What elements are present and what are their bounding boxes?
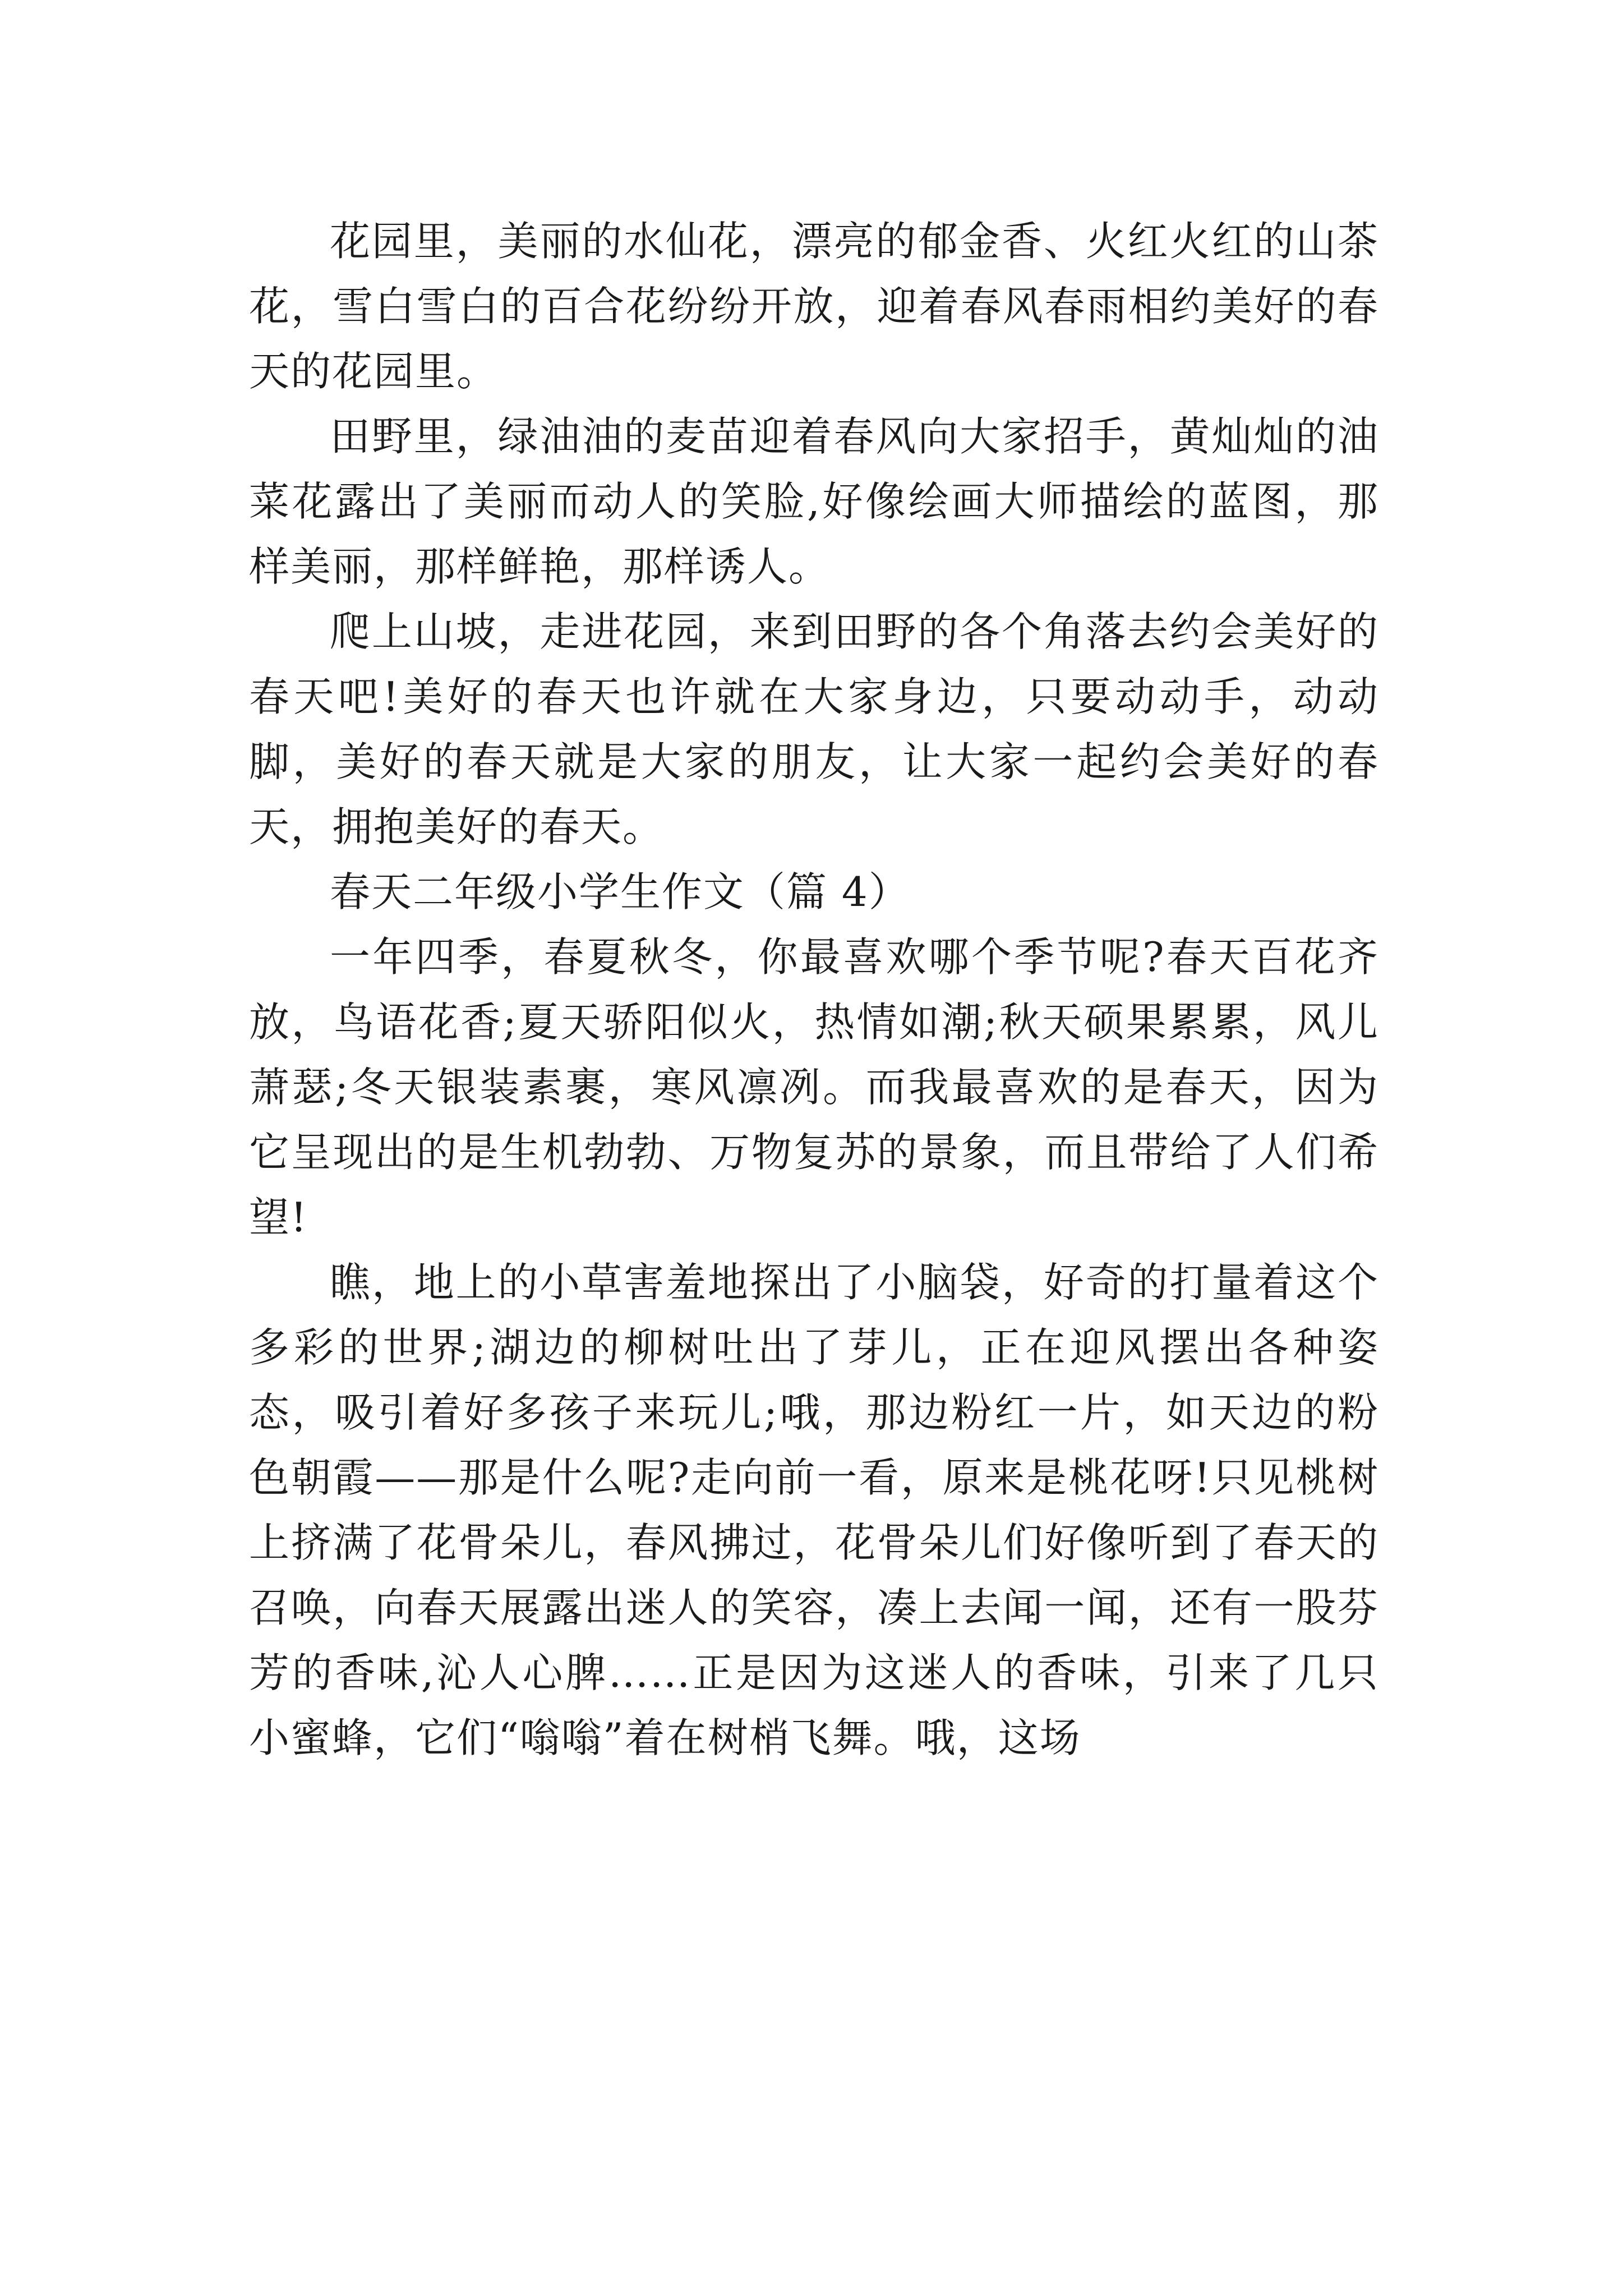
section-heading: 春天二年级小学生作文（篇 4） [330,868,910,915]
paragraph-fields: 田野里，绿油油的麦苗迎着春风向大家招手，黄灿灿的油菜花露出了美丽而动人的笑脸,好像绘画大师描绘的蓝图，那样美丽，那样鲜艳，那样诱人。 [249,413,1379,590]
paragraph-spring-scene: 瞧，地上的小草害羞地探出了小脑袋，好奇的打量着这个多彩的世界;湖边的柳树吐出了芽儿，正在迎风摆出各种姿态，吸引着好多孩子来玩儿;哦，那边粉红一片，如天边的粉色朝霞——那是什么呢?走向前一看，原来是桃花呀!只见桃树上挤满了花骨朵儿，春风拂过，花骨朵儿们好像听到了春天的召唤，向春天展露出迷人的笑容，凑上去闻一闻，还有一股芬芳的香味,沁人心脾……正是因为这迷人的香味，引来了几只小蜜蜂，它们“嗡嗡”着在树梢飞舞。哦，这场 [249,1259,1379,1761]
essay-body [249,209,1379,1770]
paragraph-four-seasons: 一年四季，春夏秋冬，你最喜欢哪个季节呢?春天百花齐放，鸟语花香;夏天骄阳似火，热情如潮;秋天硕果累累，风儿萧瑟;冬天银装素裹，寒风凛冽。而我最喜欢的是春天，因为它呈现出的是生机勃勃、万物复苏的景象，而且带给了人们希望! [249,933,1379,1241]
paragraph-garden: 花园里，美丽的水仙花，漂亮的郁金香、火红火红的山茶花，雪白雪白的百合花纷纷开放，迎着春风春雨相约美好的春天的花园里。 [249,218,1379,395]
paragraph-hillside: 爬上山坡，走进花园，来到田野的各个角落去约会美好的春天吧!美好的春天也许就在大家身边，只要动动手，动动脚，美好的春天就是大家的朋友，让大家一起约会美好的春天，拥抱美好的春天。 [249,608,1379,850]
